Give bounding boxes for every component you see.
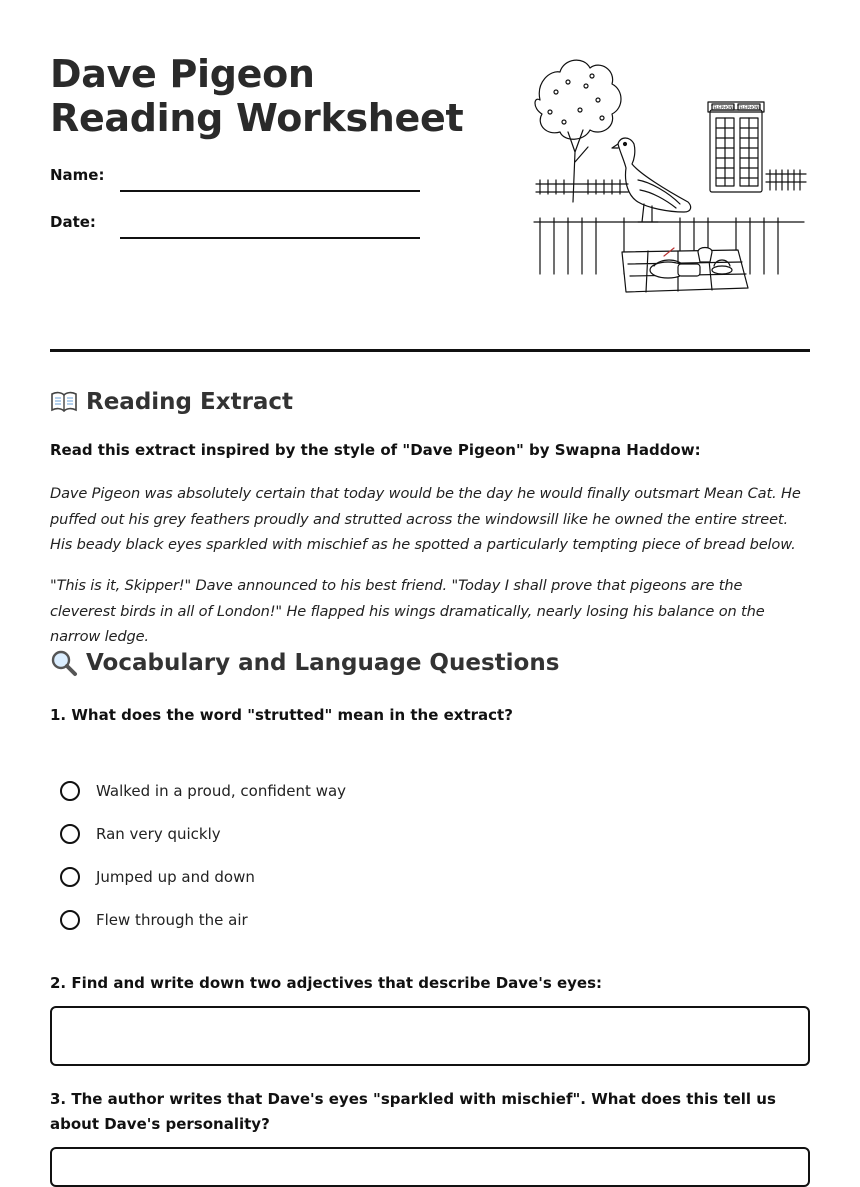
option-label: Ran very quickly xyxy=(96,824,221,843)
pigeon-park-illustration xyxy=(528,52,813,297)
extract-paragraph-2: "This is it, Skipper!" Dave announced to his best friend. "Today I shall prove that pigeons are the cleverest birds in all of London!" He flapped his wings dramatically, nearly losing his balance on the narrow ledge. xyxy=(50,577,765,645)
reading-extract-heading-text: Reading Extract xyxy=(86,389,294,415)
reading-intro: Read this extract inspired by the style of "Dave Pigeon" by Swapna Haddow: xyxy=(50,441,701,459)
option-label: Flew through the air xyxy=(96,910,248,929)
option-ran-quickly[interactable] xyxy=(60,812,346,855)
option-jumped[interactable] xyxy=(60,855,346,898)
date-label: Date: xyxy=(50,213,96,231)
open-book-icon xyxy=(50,391,78,413)
picnic-blanket-drawing xyxy=(622,248,748,293)
header-divider xyxy=(50,349,810,352)
page-title: Dave Pigeon Reading Worksheet xyxy=(50,52,464,140)
back-fence-right xyxy=(766,170,806,190)
option-label: Jumped up and down xyxy=(96,867,255,886)
question-2-answer-box[interactable] xyxy=(50,1006,810,1066)
extract-paragraph-1: Dave Pigeon was absolutely certain that today would be the day he would finally outsmart Mean Cat. He puffed out his grey feathers proudly and strutted across the windowsill like he owned the entire street. His beady black eyes sparkled with mischief as he spotted a particularly tempting piece of bread below. xyxy=(50,485,801,553)
option-walked-proudly[interactable] xyxy=(60,769,346,812)
question-3: 3. The author writes that Dave's eyes "sparkled with mischief". What does this tell us about Dave's personality? xyxy=(50,1090,776,1133)
magnifying-glass-icon xyxy=(50,649,78,677)
date-field-row xyxy=(50,213,420,231)
radio-button[interactable] xyxy=(60,867,80,887)
question-1: 1. What does the word "strutted" mean in the extract? xyxy=(50,706,513,724)
name-line[interactable] xyxy=(120,190,420,192)
vocabulary-heading xyxy=(50,649,559,677)
date-line[interactable] xyxy=(120,237,420,239)
pigeon-drawing xyxy=(612,138,691,222)
vocabulary-heading-text: Vocabulary and Language Questions xyxy=(86,650,560,676)
reading-extract-heading xyxy=(50,389,293,415)
name-field-row xyxy=(50,166,420,184)
phone-sign-left: TELEPHONE xyxy=(711,105,735,110)
radio-button[interactable] xyxy=(60,824,80,844)
option-label: Walked in a proud, confident way xyxy=(96,781,347,800)
question-1-options xyxy=(60,769,346,941)
telephone-box-drawing xyxy=(708,102,764,192)
back-fence-left xyxy=(536,180,628,194)
name-label: Name: xyxy=(50,166,105,184)
radio-button[interactable] xyxy=(60,910,80,930)
question-2: 2. Find and write down two adjectives that describe Dave's eyes: xyxy=(50,974,603,992)
question-3-answer-box[interactable] xyxy=(50,1147,810,1187)
option-flew[interactable] xyxy=(60,898,346,941)
radio-button[interactable] xyxy=(60,781,80,801)
phone-sign-right: TELEPHONE xyxy=(737,105,761,110)
